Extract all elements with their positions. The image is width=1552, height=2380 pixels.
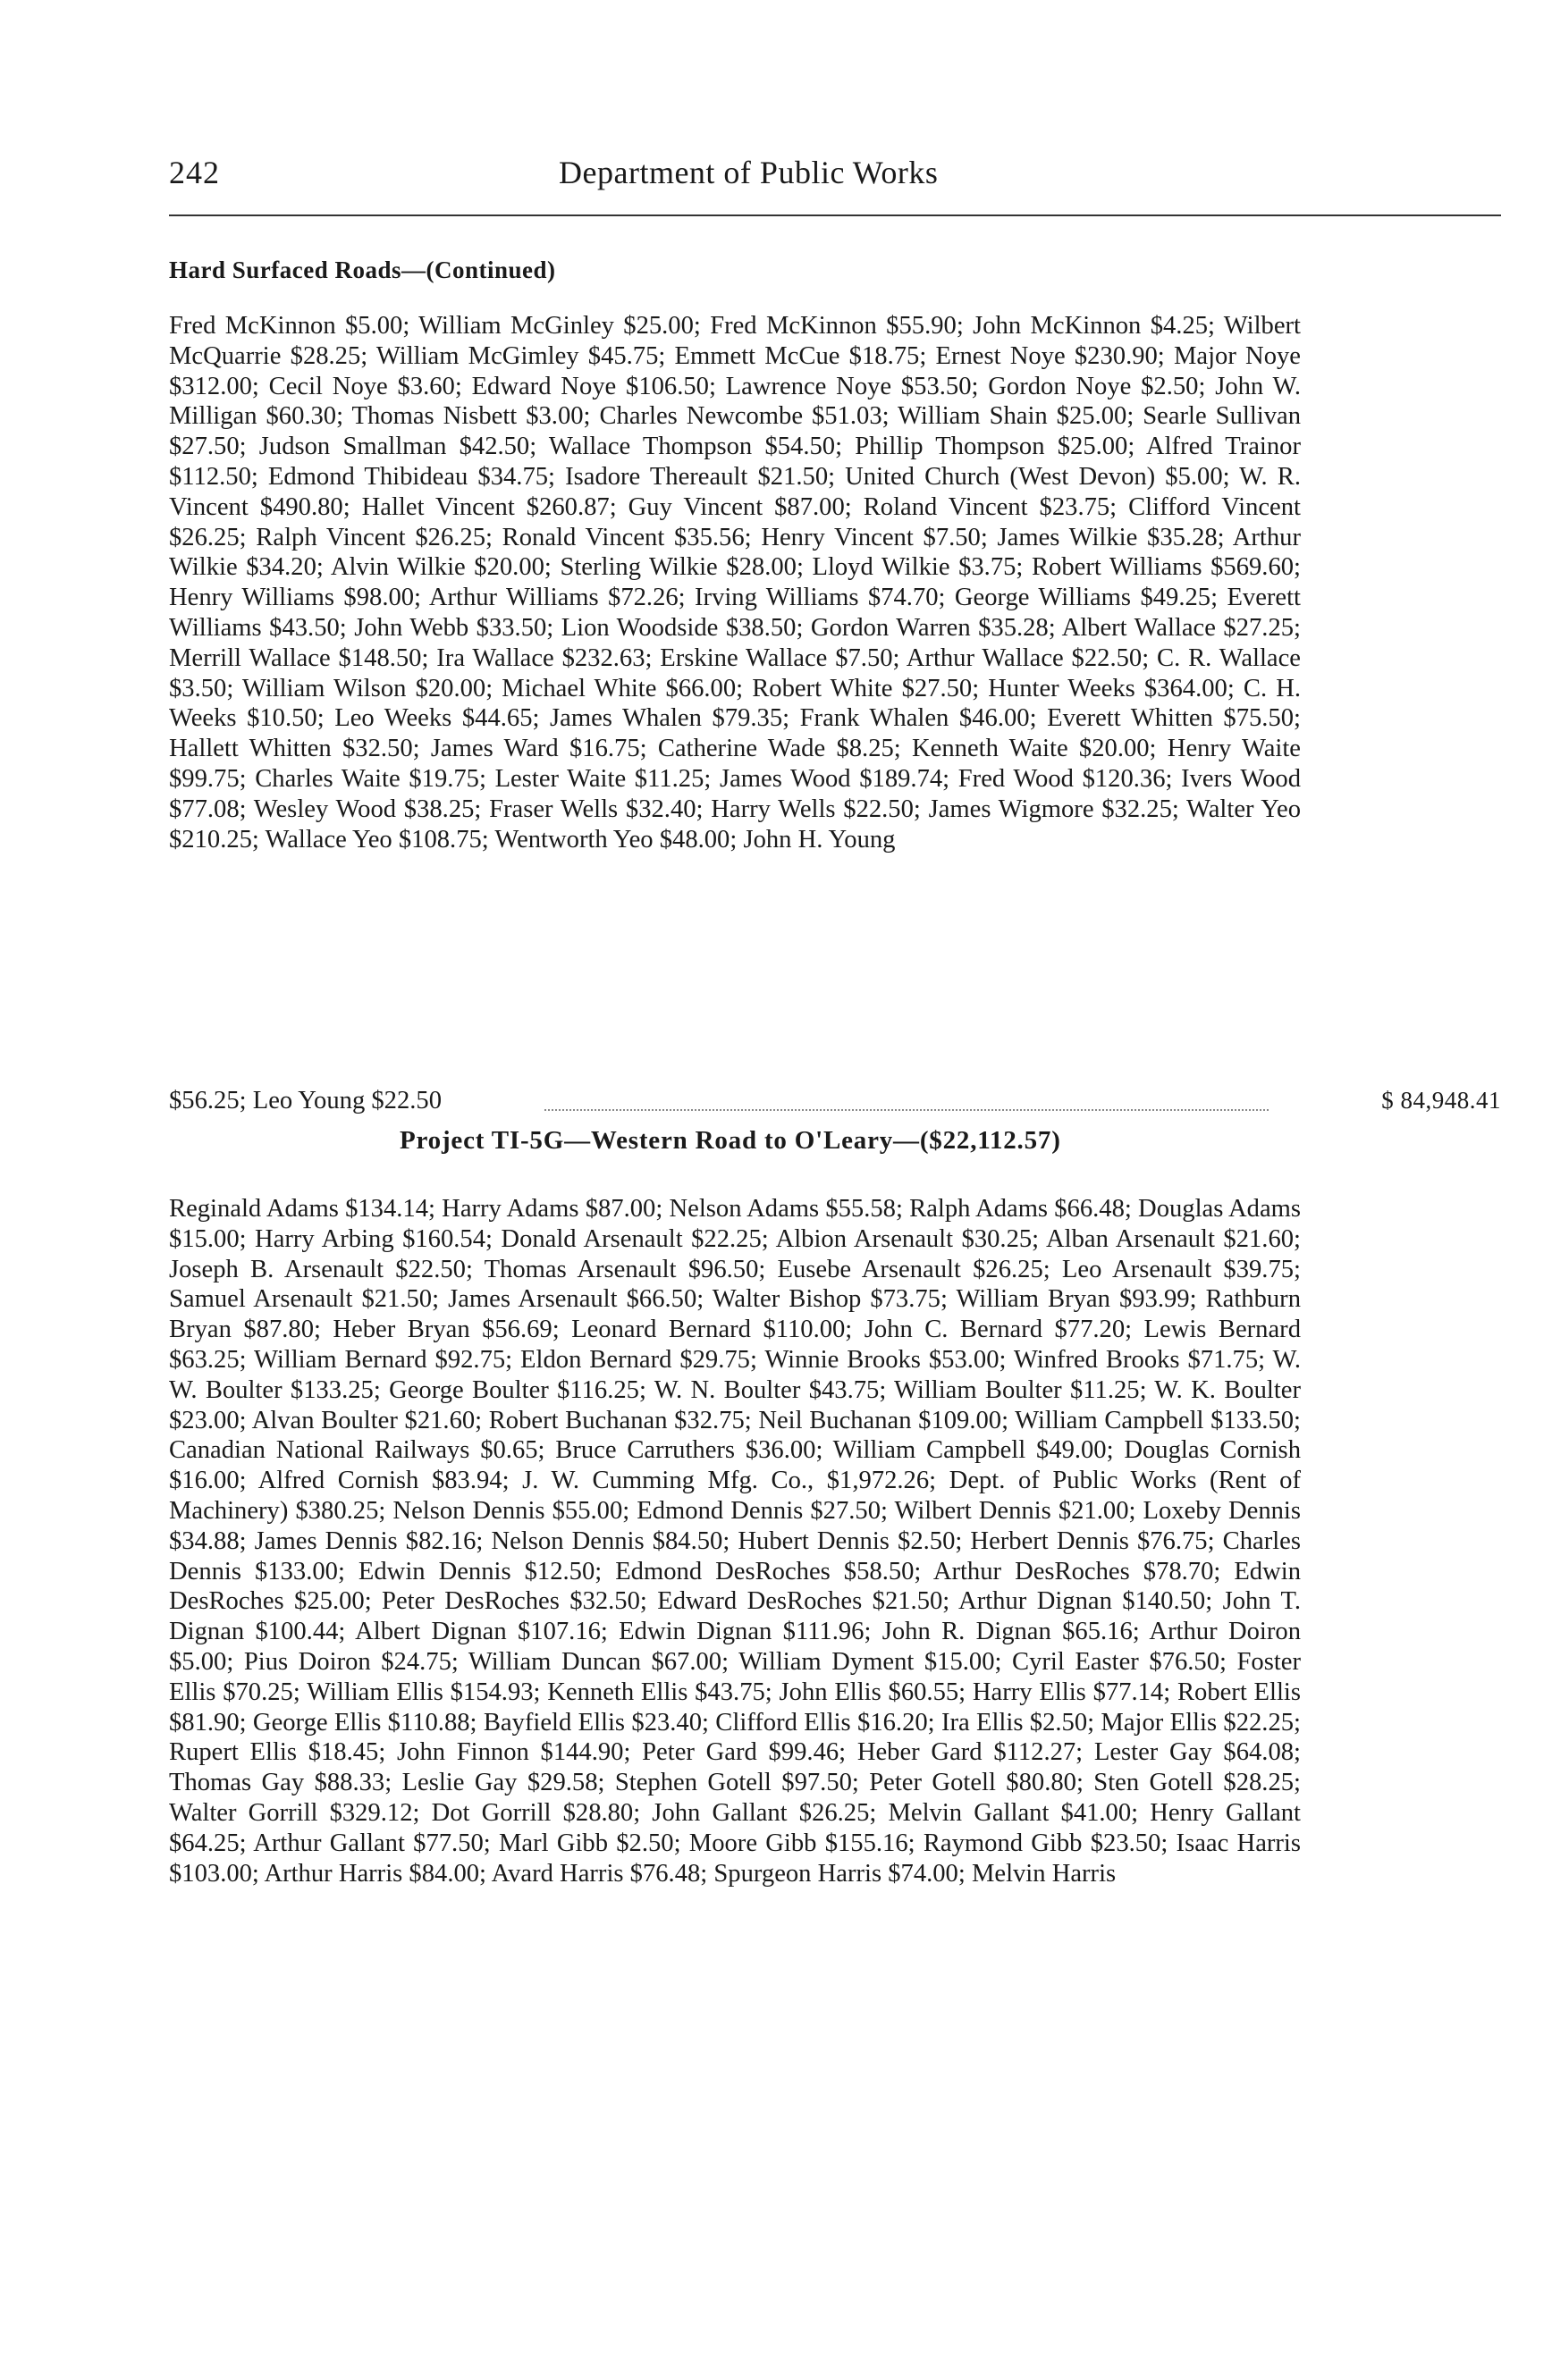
page-header: [169, 154, 1278, 207]
section-last-line: $56.25; Leo Young $22.50: [169, 1086, 447, 1116]
project-heading: Project TI-5G—Western Road to O'Leary—($22,112.57): [400, 1126, 1061, 1155]
section-total-line: [169, 1086, 1501, 1118]
running-title: Department of Public Works: [559, 155, 939, 190]
header-rule: [169, 214, 1501, 216]
dot-leader: [544, 1109, 1269, 1111]
section-heading: Hard Surfaced Roads—(Continued): [169, 257, 556, 283]
section-total-amount: $ 84,948.41: [1381, 1087, 1501, 1114]
project-body-paragraph: Reginald Adams $134.14; Harry Adams $87.00; Nelson Adams $55.58; Ralph Adams $66.48; Douglas Adams $15.00; Harry Arbing $160.54; Donald Arsenault $22.25; Albion Arsenault $30.25; Alban Arsenault $21.60; Joseph B. Arsenault $22.50; Thomas Arsenault $96.50; Eusebe Arsenault $26.25; Leo Arsenault $39.75; Samuel Arsenault $21.50; James Arsenault $66.50; Walter Bishop $73.75; William Bryan $93.99; Rathburn Bryan $87.80; Heber Bryan $56.69; Leonard Bernard $110.00; John C. Bernard $77.20; Lewis Bernard $63.25; William Bernard $92.75; Eldon Bernard $29.75; Winnie Brooks $53.00; Winfred Brooks $71.75; W. W. Boulter $133.25; George Boulter $116.25; W. N. Boulter $43.75; William Boulter $11.25; W. K. Boulter $23.00; Alvan Boulter $21.60; Robert Buchanan $32.75; Neil Buchanan $109.00; William Campbell $133.50; Canadian National Railways $0.65; Bruce Carruthers $36.00; William Campbell $49.00; Douglas Cornish $16.00; Alfred Cornish $83.94; J. W. Cumming Mfg. Co., $1,972.26; Dept. of Public Works (Rent of Machinery) $380.25; Nelson Dennis $55.00; Edmond Dennis $27.50; Wilbert Dennis $21.00; Loxeby Dennis $34.88; James Dennis $82.16; Nelson Dennis $84.50; Hubert Dennis $2.50; Herbert Dennis $76.75; Charles Dennis $133.00; Edwin Dennis $12.50; Edmond DesRoches $58.50; Arthur DesRoches $78.70; Edwin DesRoches $25.00; Peter DesRoches $32.50; Edward DesRoches $21.50; Arthur Dignan $140.50; John T. Dignan $100.44; Albert Dignan $107.16; Edwin Dignan $111.96; John R. Dignan $65.16; Arthur Doiron $5.00; Pius Doiron $24.75; William Duncan $67.00; William Dyment $15.00; Cyril Easter $76.50; Foster Ellis $70.25; William Ellis $154.93; Kenneth Ellis $43.75; John Ellis $60.55; Harry Ellis $77.14; Robert Ellis $81.90; George Ellis $110.88; Bayfield Ellis $23.40; Clifford Ellis $16.20; Ira Ellis $2.50; Major Ellis $22.25; Rupert Ellis $18.45; John Finnon $144.90; Peter Gard $99.46; Heber Gard $112.27; Lester Gay $64.08; Thomas Gay $88.33; Leslie Gay $29.58; Stephen Gotell $97.50; Peter Gotell $80.80; Sten Gotell $28.25; Walter Gorrill $329.12; Dot Gorrill $28.80; John Gallant $26.25; Melvin Gallant $41.00; Henry Gallant $64.25; Arthur Gallant $77.50; Marl Gibb $2.50; Moore Gibb $155.16; Raymond Gibb $23.50; Isaac Harris $103.00; Arthur Harris $84.00; Avard Harris $76.48; Spurgeon Harris $74.00; Melvin Harris: [169, 1195, 1301, 1888]
section-body-paragraph: Fred McKinnon $5.00; William McGinley $25.00; Fred McKinnon $55.90; John McKinnon $4.25; Wilbert McQuarrie $28.25; William McGimley $45.75; Emmett McCue $18.75; Ernest Noye $230.90; Major Noye $312.00; Cecil Noye $3.60; Edward Noye $106.50; Lawrence Noye $53.50; Gordon Noye $2.50; John W. Milligan $60.30; Thomas Nisbett $3.00; Charles Newcombe $51.03; William Shain $25.00; Searle Sullivan $27.50; Judson Smallman $42.50; Wallace Thompson $54.50; Phillip Thompson $25.00; Alfred Trainor $112.50; Edmond Thibideau $34.75; Isadore Thereault $21.50; United Church (West Devon) $5.00; W. R. Vincent $490.80; Hallet Vincent $260.87; Guy Vincent $87.00; Roland Vincent $23.75; Clifford Vincent $26.25; Ralph Vincent $26.25; Ronald Vincent $35.56; Henry Vincent $7.50; James Wilkie $35.28; Arthur Wilkie $34.20; Alvin Wilkie $20.00; Sterling Wilkie $28.00; Lloyd Wilkie $3.75; Robert Williams $569.60; Henry Williams $98.00; Arthur Williams $72.26; Irving Williams $74.70; George Williams $49.25; Everett Williams $43.50; John Webb $33.50; Lion Woodside $38.50; Gordon Warren $35.28; Albert Wallace $27.25; Merrill Wallace $148.50; Ira Wallace $232.63; Erskine Wallace $7.50; Arthur Wallace $22.50; C. R. Wallace $3.50; William Wilson $20.00; Michael White $66.00; Robert White $27.50; Hunter Weeks $364.00; C. H. Weeks $10.50; Leo Weeks $44.65; James Whalen $79.35; Frank Whalen $46.00; Everett Whitten $75.50; Hallett Whitten $32.50; James Ward $16.75; Catherine Wade $8.25; Kenneth Waite $20.00; Henry Waite $99.75; Charles Waite $19.75; Lester Waite $11.25; James Wood $189.74; Fred Wood $120.36; Ivers Wood $77.08; Wesley Wood $38.25; Fraser Wells $32.40; Harry Wells $22.50; James Wigmore $32.25; Walter Yeo $210.25; Wallace Yeo $108.75; Wentworth Yeo $48.00; John H. Young: [169, 312, 1301, 854]
page-number: 242: [169, 155, 220, 190]
